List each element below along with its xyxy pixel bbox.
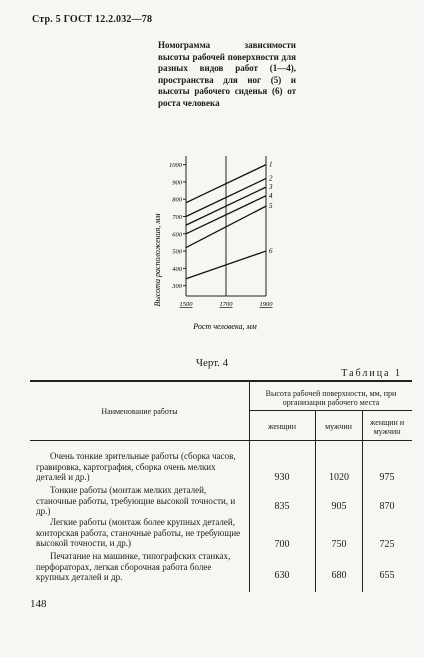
- row-0-both: 975: [379, 472, 395, 483]
- page-header: Стр. 5 ГОСТ 12.2.032—78: [32, 14, 153, 25]
- y-tick-label: 600: [172, 231, 182, 239]
- row-3-women: 630: [274, 570, 290, 581]
- header-height: Высота рабочей поверхности, мм, при организации рабочего места: [265, 389, 397, 407]
- row-1-work: Тонкие работы (монтаж мелких деталей, станочные работы, требующие высокой точности, и др.): [36, 485, 236, 516]
- series-label-1: 1: [269, 160, 273, 169]
- x-axis-label: Рост человека, мм: [193, 322, 257, 331]
- y-tick-label: 1000: [169, 162, 182, 170]
- x-tick-labels: [180, 301, 274, 308]
- x-tick-label: 1900: [259, 301, 273, 308]
- row-0-men: 1020: [329, 472, 349, 483]
- series-label-3: 3: [269, 183, 273, 192]
- y-tick-label: 700: [172, 213, 182, 221]
- page-number: 148: [30, 598, 47, 610]
- row-2-women: 700: [274, 539, 290, 550]
- row-3-both: 655: [379, 570, 395, 581]
- col-divider-1: [249, 380, 250, 592]
- header-women: женщин: [268, 422, 296, 431]
- y-tick-label: 400: [172, 265, 182, 273]
- header-work: Наименование работы: [101, 407, 178, 416]
- row-1-men: 905: [331, 501, 347, 512]
- row-3-work: Печатание на машинке, типографских станках, перфораторах, легкая сборочная работа более крупных деталей и др.: [36, 551, 231, 582]
- header-bottom-rule: [30, 440, 412, 441]
- chart-series: [186, 161, 273, 279]
- row-1-both: 870: [379, 501, 395, 512]
- header-both: женщин и мужчин: [369, 418, 405, 436]
- row-0-work: Очень тонкие зрительные работы (сборка часов, гравировка, картография, сборка очень мелких деталей и др.): [36, 451, 236, 482]
- y-tick-label: 900: [172, 179, 182, 187]
- nomogram-chart: [150, 150, 290, 350]
- y-tick-label: 300: [172, 283, 182, 291]
- y-tick-label: 800: [172, 196, 182, 204]
- row-3-men: 680: [331, 570, 347, 581]
- figure-caption: Номограмма зависимости высоты рабочей поверхности для разных видов работ (1—4), пространства для ног (5) и высоты рабочего сиденья (6) от роста человека: [158, 40, 296, 108]
- y-axis-label: Высота расположения, мм: [153, 213, 162, 307]
- y-tick-label: 500: [172, 248, 182, 256]
- series-label-2: 2: [269, 174, 273, 183]
- row-0-women: 930: [274, 472, 290, 483]
- x-tick-label: 1700: [219, 301, 233, 308]
- data-table: [30, 380, 412, 592]
- y-tick-labels: [169, 162, 183, 290]
- header-men: мужчин: [325, 422, 352, 431]
- row-2-men: 750: [331, 539, 347, 550]
- table-top-rule: [30, 380, 412, 382]
- series-label-4: 4: [269, 191, 273, 200]
- row-2-both: 725: [379, 539, 395, 550]
- subheader-rule: [249, 410, 412, 411]
- figure-label: Черт. 4: [195, 357, 229, 369]
- table-label: Таблица 1: [341, 368, 402, 379]
- series-label-6: 6: [269, 247, 273, 256]
- series-label-5: 5: [269, 202, 273, 211]
- row-1-women: 835: [274, 501, 290, 512]
- row-2-work: Легкие работы (монтаж более крупных деталей, конторская работа, станочные работы, не требующие высокой точности, и др.): [36, 517, 241, 548]
- x-tick-label: 1500: [179, 301, 193, 308]
